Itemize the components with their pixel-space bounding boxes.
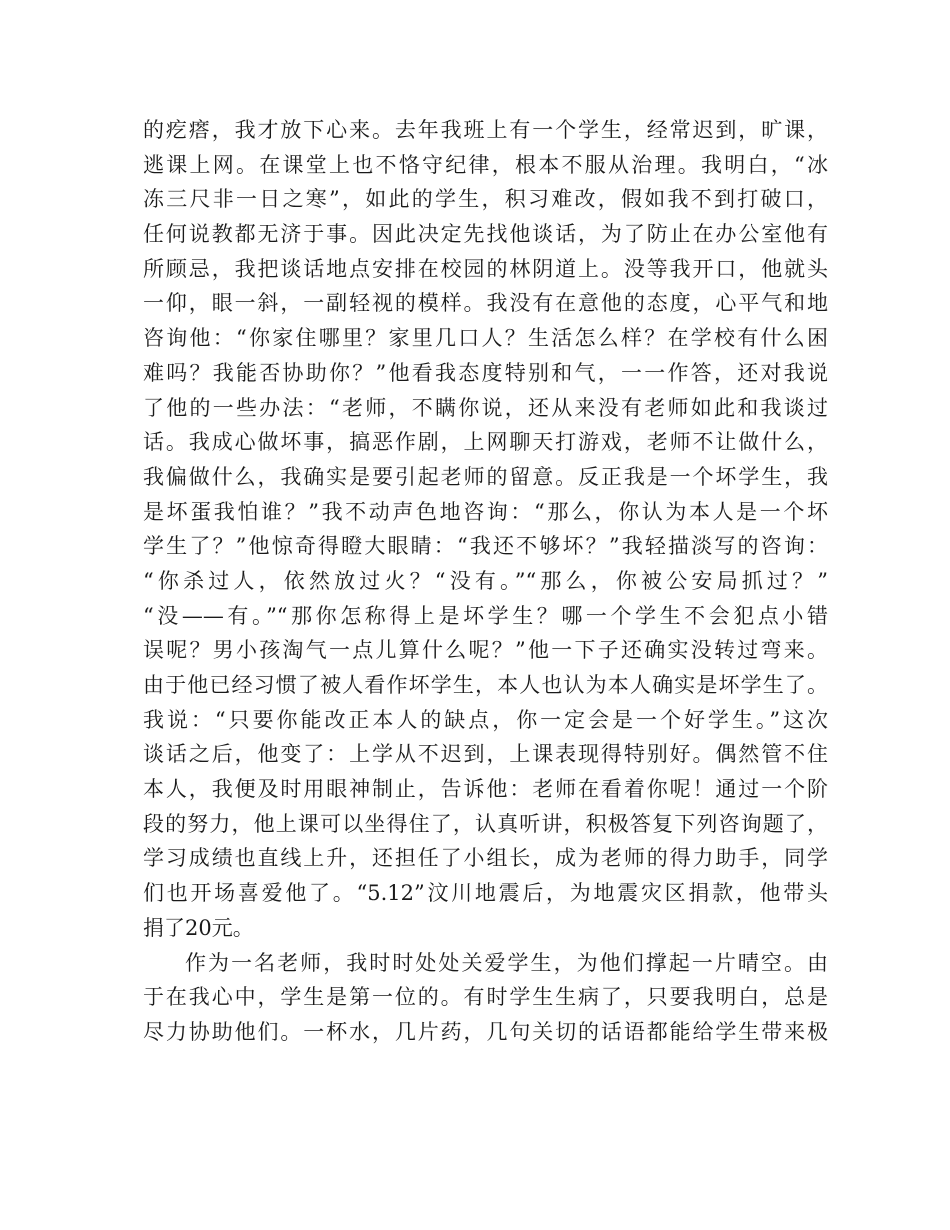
text-line: 了他的一些办法：“老师，不瞒你说，还从来没有老师如此和我谈过 [143,395,828,420]
text-line: 作为一名老师，我时时处处关爱学生，为他们撑起一片晴空。由 [185,950,828,975]
text-line: 捐了20元。 [143,915,254,940]
body-text [143,113,828,1050]
text-line: 本人，我便及时用眼神制止，告诉他：老师在看着你呢！通过一个阶 [143,777,828,802]
text-line: 的疙瘩，我才放下心来。去年我班上有一个学生，经常迟到，旷课， [143,118,828,142]
text-line: 所顾忌，我把谈话地点安排在校园的林阴道上。没等我开口，他就头 [143,256,828,281]
text-line: 逃课上网。在课堂上也不恪守纪律，根本不服从治理。我明白，“冰 [143,152,828,177]
text-line: 学生了？”他惊奇得瞪大眼睛：“我还不够坏？”我轻描淡写的咨询： [143,534,828,559]
text-line: 学习成绩也直线上升，还担任了小组长，成为老师的得力助手，同学 [143,846,828,871]
text-line: 我偏做什么，我确实是要引起老师的留意。反正我是一个坏学生，我 [143,464,828,489]
text-line: 一仰，眼一斜，一副轻视的模样。我没有在意他的态度，心平气和地 [143,291,828,316]
text-line: 是坏蛋我怕谁？”我不动声色地咨询：“那么，你认为本人是一个坏 [143,499,828,524]
text-line: 谈话之后，他变了：上学从不迟到，上课表现得特别好。偶然管不住 [143,742,828,767]
text-line: 误呢？男小孩淘气一点儿算什么呢？”他一下子还确实没转过弯来。 [143,638,828,663]
text-line: 话。我成心做坏事，搞恶作剧，上网聊天打游戏，老师不让做什么， [143,430,828,455]
text-line: 我说：“只要你能改正本人的缺点，你一定会是一个好学生。”这次 [143,707,828,732]
text-line: 冻三尺非一日之寒”，如此的学生，积习难改，假如我不到打破口， [143,187,828,212]
text-line: 难吗？我能否协助你？”他看我态度特别和气，一一作答，还对我说 [143,360,828,385]
text-line: 尽力协助他们。一杯水，几片药，几句关切的话语都能给学生带来极 [143,1019,828,1044]
text-line: 于在我心中，学生是第一位的。有时学生生病了，只要我明白，总是 [143,985,828,1010]
text-line: “没——有。”“那你怎称得上是坏学生？哪一个学生不会犯点小错 [143,603,828,628]
text-line: “你杀过人，依然放过火？“没有。”“那么，你被公安局抓过？” [143,568,828,593]
text-line: 任何说教都无济于事。因此决定先找他谈话，为了防止在办公室他有 [143,222,828,247]
text-line: 们也开场喜爱他了。“5.12”汶川地震后，为地震灾区捐款，他带头 [143,881,828,906]
text-line: 咨询他：“你家住哪里？家里几口人？生活怎么样？在学校有什么困 [143,326,828,351]
text-line: 由于他已经习惯了被人看作坏学生，本人也认为本人确实是坏学生了。 [143,673,828,697]
text-line: 段的努力，他上课可以坐得住了，认真听讲，积极答复下列咨询题了， [143,811,828,836]
